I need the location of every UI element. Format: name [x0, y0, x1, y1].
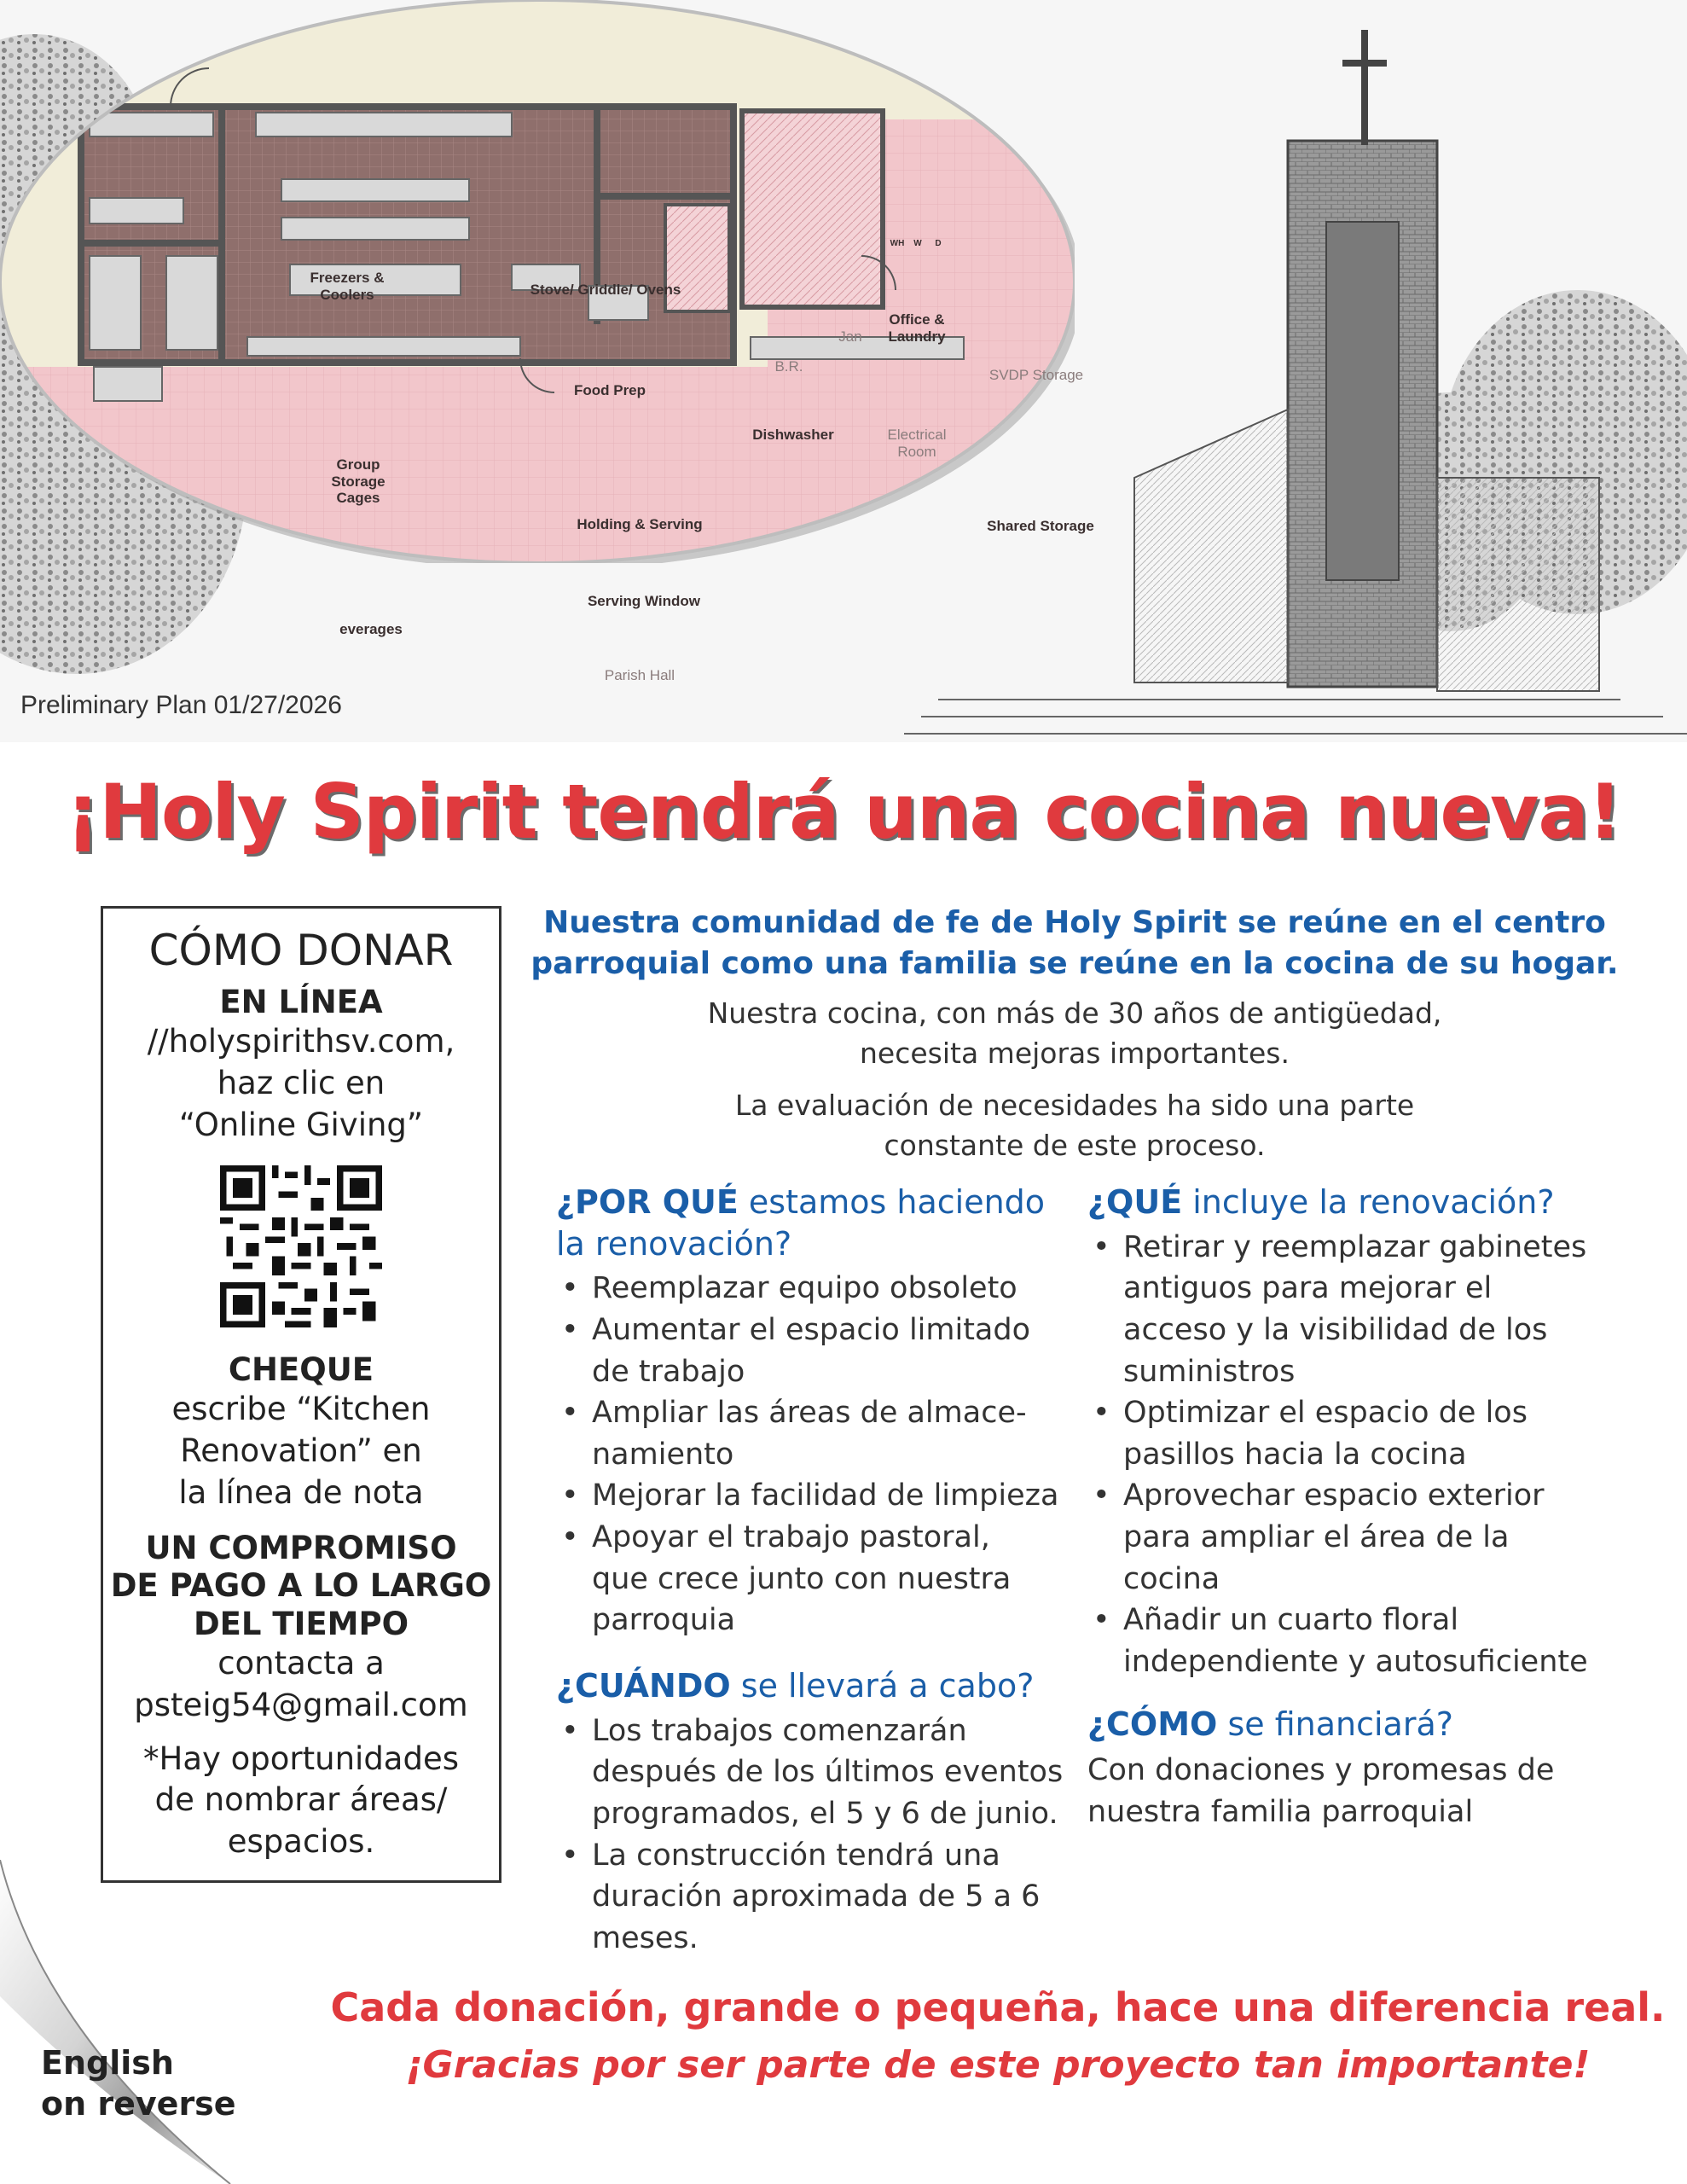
- list-item: • Retirar y reemplazar gabinetes antiguos para mejorar el acceso y la visibilidad de los suministros: [1093, 1229, 1587, 1389]
- plan-label-office: Office & Laundry: [888, 311, 946, 345]
- pledge-heading-3: DEL TIEMPO: [193, 1605, 409, 1642]
- what-how-column: [1087, 1182, 1633, 1833]
- plan-label-d: D: [935, 239, 942, 248]
- online-line-3: “Online Giving”: [178, 1107, 424, 1144]
- list-item: • Aumentar el espacio limitado de trabajo: [561, 1312, 1031, 1389]
- plan-label-freezers: Freezers & Coolers: [310, 270, 385, 303]
- footer-message: Cada donación, grande o pequeña, hace una diferencia real.: [330, 1984, 1666, 2030]
- intro-lead-1: Nuestra comunidad de fe de Holy Spirit se reúne en el centro: [543, 905, 1606, 940]
- why-heading-line2: la renovación?: [556, 1224, 792, 1263]
- list-item: • Optimizar el espacio de los pasillos hacia la cocina: [1093, 1396, 1528, 1472]
- what-heading: ¿QUÉ incluye la renovación?: [1087, 1183, 1555, 1221]
- pledge-heading-2: DE PAGO A LO LARGO: [110, 1567, 492, 1605]
- naming-line-1: *Hay oportunidades: [143, 1740, 459, 1777]
- when-heading: ¿CUÁNDO se llevará a cabo?: [556, 1667, 1035, 1705]
- why-list: [556, 1268, 1068, 1641]
- intro-body2-2: constante de este proceso.: [884, 1128, 1266, 1162]
- naming-line-2: de nombrar áreas/: [154, 1781, 448, 1819]
- list-item: • La construcción tendrá una duración aproximada de 5 a 6 meses.: [561, 1838, 1041, 1955]
- plan-label-br: B.R.: [774, 358, 803, 375]
- when-list: [556, 1711, 1068, 1960]
- list-item: • Aprovechar espacio exterior para ampliar el área de la cocina: [1093, 1478, 1545, 1596]
- plan-label-shared: Shared Storage: [987, 518, 1094, 534]
- plan-label-beverages: everages: [339, 621, 403, 637]
- footer-thanks: ¡Gracias por ser parte de este proyecto tan importante!: [405, 2043, 1591, 2087]
- how-heading: ¿CÓMO se financiará?: [1087, 1705, 1453, 1743]
- intro-lead-2: parroquial como una familia se reúne en la cocina de su hogar.: [530, 945, 1619, 981]
- donate-title: CÓMO DONAR: [148, 926, 454, 975]
- online-line-2: haz clic en: [217, 1065, 386, 1102]
- what-list: [1087, 1227, 1633, 1683]
- pledge-heading-1: UN COMPROMISO: [145, 1529, 457, 1566]
- plan-label-svdp: SVDP Storage: [988, 367, 1084, 383]
- check-heading: CHEQUE: [228, 1350, 374, 1388]
- how-text: Con donaciones y promesas de nuestra familia parroquial: [1087, 1753, 1555, 1829]
- plan-label-w: W: [913, 239, 922, 248]
- hero-illustration: [0, 0, 1687, 755]
- list-item: • Reemplazar equipo obsoleto: [561, 1271, 1017, 1306]
- plan-label-jan: Jan: [838, 328, 862, 345]
- pledge-line-1: contacta a: [217, 1644, 385, 1682]
- plan-label-wh: WH: [890, 239, 905, 248]
- plan-label-dishwasher: Dishwasher: [752, 427, 834, 443]
- intro-body2-1: La evaluación de necesidades ha sido una parte: [734, 1088, 1415, 1122]
- plan-label-parish-hall: Parish Hall: [604, 667, 675, 683]
- check-line-2: Renovation” en: [180, 1432, 422, 1470]
- headline: ¡Holy Spirit tendrá una cocina nueva!: [66, 768, 1621, 856]
- donate-box: [101, 906, 501, 1883]
- why-when-column: [556, 1182, 1068, 1959]
- list-item: • Añadir un cuarto floral independiente y autosuficiente: [1093, 1603, 1588, 1680]
- plan-label-group-storage: Group Storage Cages: [331, 456, 386, 507]
- list-item: • Mejorar la facilidad de limpieza: [561, 1478, 1059, 1513]
- why-heading: ¿POR QUÉ estamos haciendo: [556, 1183, 1046, 1221]
- plan-label-food-prep: Food Prep: [573, 382, 646, 398]
- plan-label-holding: Holding & Serving: [577, 516, 703, 532]
- page-curl: [0, 1860, 256, 2184]
- plan-caption: Preliminary Plan 01/27/2026: [20, 691, 342, 719]
- check-line-1: escribe “Kitchen: [171, 1391, 431, 1428]
- plan-label-stove: Stove/ Griddle/ Ovens: [530, 282, 681, 298]
- plan-label-electrical: Electrical Room: [887, 427, 947, 460]
- list-item: • Apoyar el trabajo pastoral, que crece junto con nuestra parroquia: [561, 1520, 1012, 1638]
- list-item: • Ampliar las áreas de almace- namiento: [561, 1396, 1027, 1472]
- pledge-email[interactable]: psteig54@gmail.com: [134, 1686, 468, 1723]
- list-item: • Los trabajos comenzarán después de los últimos eventos programados, el 5 y 6 de junio.: [561, 1713, 1064, 1831]
- intro-body1-2: necesita mejoras importantes.: [860, 1036, 1290, 1070]
- qr-code[interactable]: [220, 1165, 382, 1327]
- online-line-1: //holyspirithsv.com,: [147, 1023, 455, 1060]
- plan-label-serving-window: Serving Window: [587, 593, 701, 609]
- intro: [520, 903, 1629, 1165]
- check-line-3: la línea de nota: [178, 1473, 424, 1511]
- naming-line-3: espacios.: [227, 1823, 375, 1861]
- english-on-reverse-note: English on reverse: [41, 2044, 236, 2123]
- online-heading: EN LÍNEA: [219, 984, 383, 1020]
- intro-body1-1: Nuestra cocina, con más de 30 años de antigüedad,: [707, 996, 1442, 1031]
